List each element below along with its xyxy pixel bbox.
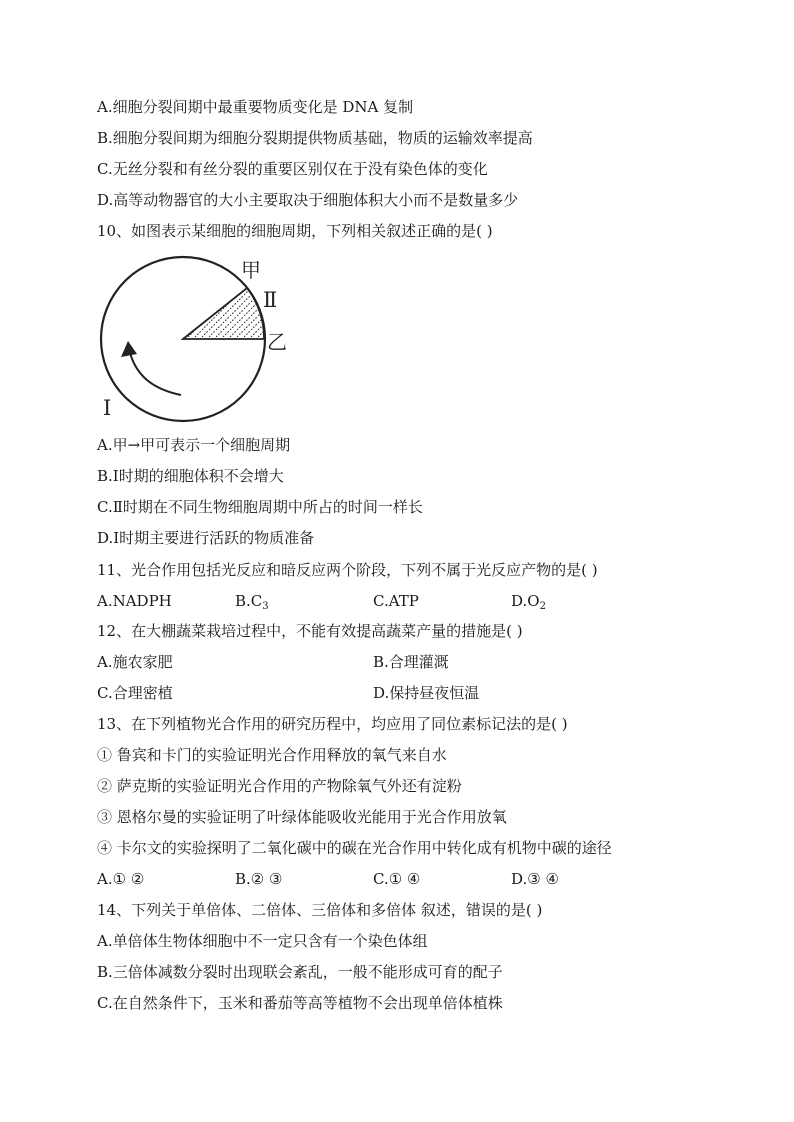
q13-option-a: A.① ② — [97, 870, 145, 888]
direction-arrow — [129, 349, 181, 395]
label-jia: 甲 — [241, 258, 261, 282]
q13-option-b: B.② ③ — [235, 870, 283, 888]
q13-option-d: D.③ ④ — [511, 870, 559, 888]
label-yi: 乙 — [267, 330, 287, 354]
q13-stem: 13、在下列植物光合作用的研究历程中，均应用了同位素标记法的是( ) — [97, 715, 568, 733]
q14-stem: 14、下列关于单倍体、二倍体、三倍体和多倍体 叙述，错误的是( ) — [97, 901, 543, 919]
q10-option-c: C.Ⅱ时期在不同生物细胞周期中所占的时间一样长 — [97, 498, 423, 516]
q12-option-c: C.合理密植 — [97, 684, 173, 702]
q14-option-c: C.在自然条件下，玉米和番茄等高等植物不会出现单倍体植株 — [97, 994, 503, 1012]
q10-stem: 10、如图表示某细胞的细胞周期，下列相关叙述正确的是( ) — [97, 222, 493, 240]
q11-option-c: C.ATP — [373, 592, 419, 610]
q12-option-b: B.合理灌溉 — [373, 653, 449, 671]
q11-option-d: $D.O_2$ — [511, 592, 546, 612]
q13-statement-3: ③ 恩格尔曼的实验证明了叶绿体能吸收光能用于光合作用放氧 — [97, 808, 507, 826]
q9-option-a: A.细胞分裂间期中最重要物质变化是 DNA 复制 — [97, 98, 414, 116]
q9-option-b: B.细胞分裂间期为细胞分裂期提供物质基础，物质的运输效率提高 — [97, 129, 533, 147]
q13-option-c: C.① ④ — [373, 870, 421, 888]
q11-stem: 11、光合作用包括光反应和暗反应两个阶段，下列不属于光反应产物的是( ) — [97, 561, 598, 579]
q13-statement-4: ④ 卡尔文的实验探明了二氧化碳中的碳在光合作用中转化成有机物中碳的途径 — [97, 839, 612, 857]
phase-ii-sector — [183, 288, 264, 339]
q11-option-b: $B.C_3$ — [235, 592, 269, 612]
cell-cycle-diagram — [97, 253, 307, 423]
q10-option-a: A.甲→甲可表示一个细胞周期 — [97, 436, 291, 454]
q10-option-b: B.Ⅰ时期的细胞体积不会增大 — [97, 467, 284, 485]
q9-option-d: D.高等动物器官的大小主要取决于细胞体积大小而不是数量多少 — [97, 191, 519, 209]
q14-option-b: B.三倍体减数分裂时出现联会紊乱，一般不能形成可育的配子 — [97, 963, 503, 981]
q12-option-a: A.施农家肥 — [97, 653, 173, 671]
q11-option-a: A.NADPH — [97, 592, 172, 610]
q10-option-d: D.Ⅰ时期主要进行活跃的物质准备 — [97, 529, 315, 547]
label-phase-ii: Ⅱ — [263, 288, 278, 312]
q9-option-c: C.无丝分裂和有丝分裂的重要区别仅在于没有染色体的变化 — [97, 160, 488, 178]
q13-statement-2: ② 萨克斯的实验证明光合作用的产物除氧气外还有淀粉 — [97, 777, 462, 795]
arrow-head-icon — [121, 341, 137, 357]
label-phase-i: Ⅰ — [103, 396, 112, 420]
q12-option-d: D.保持昼夜恒温 — [373, 684, 480, 702]
q13-statement-1: ① 鲁宾和卡门的实验证明光合作用释放的氧气来自水 — [97, 746, 447, 764]
q12-stem: 12、在大棚蔬菜栽培过程中，不能有效提高蔬菜产量的措施是( ) — [97, 622, 523, 640]
q14-option-a: A.单倍体生物体细胞中不一定只含有一个染色体组 — [97, 932, 428, 950]
